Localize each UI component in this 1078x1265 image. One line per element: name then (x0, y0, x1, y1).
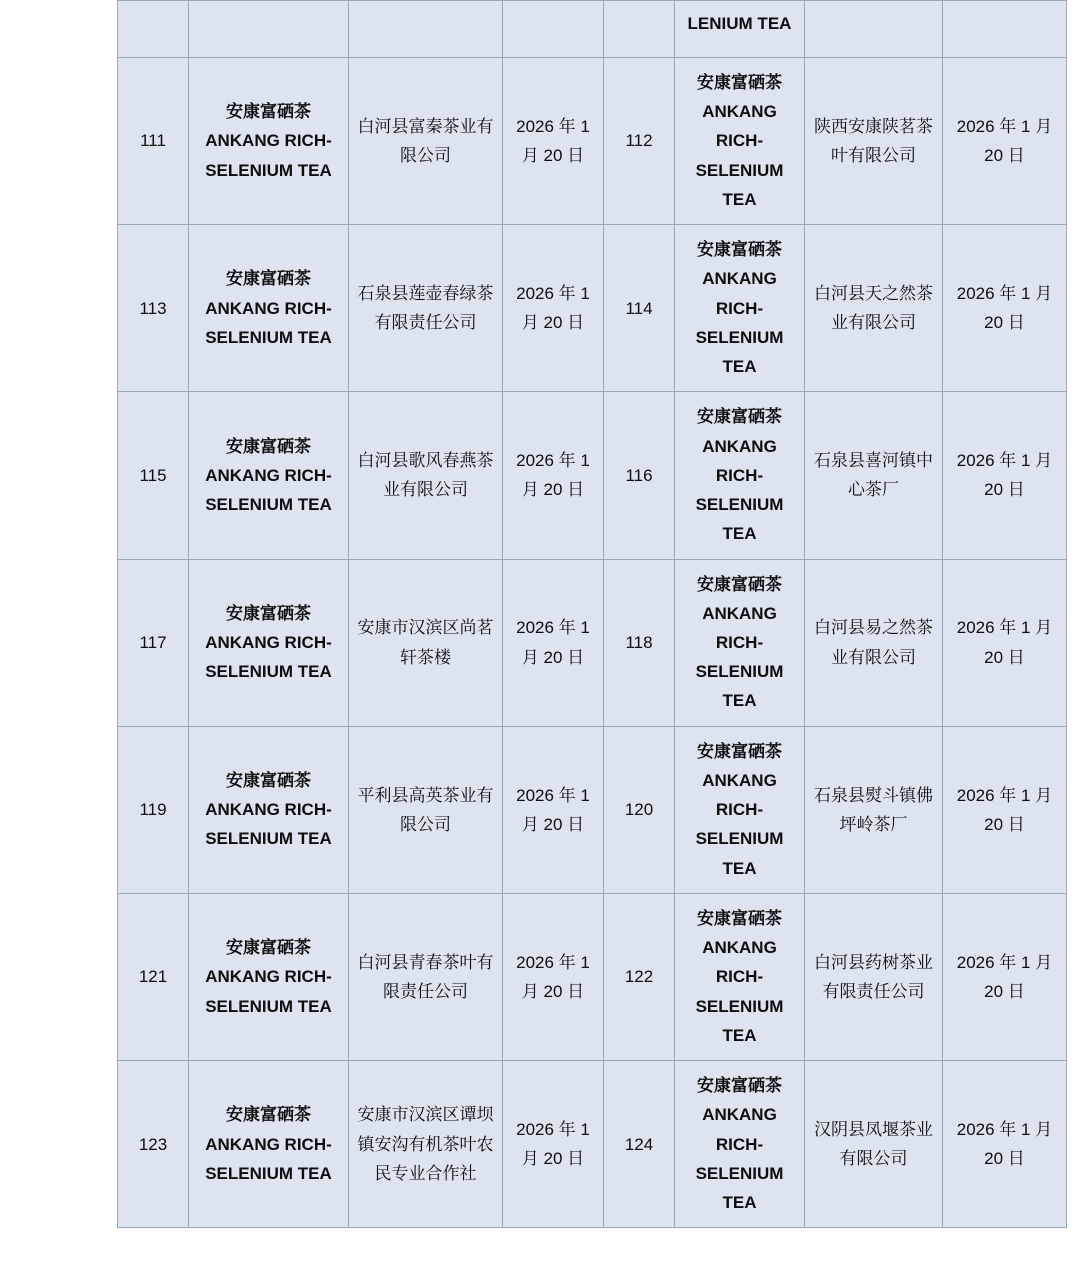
cell-company-right: 汉阴县凤堰茶业有限公司 (805, 1061, 943, 1228)
cell-mark-left: 安康富硒茶 ANKANG RICH-SELENIUM TEA (189, 559, 349, 726)
cell-date-left: 2026 年 1 月 20 日 (503, 392, 604, 559)
cell-mark-left: 安康富硒茶 ANKANG RICH-SELENIUM TEA (189, 726, 349, 893)
cell-number-left: 117 (118, 559, 189, 726)
cell-mark-right: 安康富硒茶 ANKANG RICH-SELENIUM TEA (675, 559, 805, 726)
cell-date-right: 2026 年 1 月 20 日 (943, 726, 1067, 893)
cell-mark-left: 安康富硒茶 ANKANG RICH-SELENIUM TEA (189, 225, 349, 392)
cell-date-left: 2026 年 1 月 20 日 (503, 559, 604, 726)
cell-number-right: 124 (604, 1061, 675, 1228)
cell-number-left: 119 (118, 726, 189, 893)
cell-date-left: 2026 年 1 月 20 日 (503, 1061, 604, 1228)
cell-date-left: 2026 年 1 月 20 日 (503, 726, 604, 893)
cell-mark-right: 安康富硒茶 ANKANG RICH-SELENIUM TEA (675, 726, 805, 893)
cell-company-right: 白河县易之然茶业有限公司 (805, 559, 943, 726)
cell-company-left (349, 1, 503, 58)
cell-mark-right: 安康富硒茶 ANKANG RICH-SELENIUM TEA (675, 1061, 805, 1228)
table-row (118, 58, 1067, 225)
table-row (118, 225, 1067, 392)
cell-company-left: 平利县高英茶业有限公司 (349, 726, 503, 893)
cell-date-left: 2026 年 1 月 20 日 (503, 58, 604, 225)
table-row-partial (118, 1, 1067, 58)
trademark-registration-table (117, 0, 1067, 1228)
cell-date-right (943, 1, 1067, 58)
cell-mark-left (189, 1, 349, 58)
table-row (118, 559, 1067, 726)
cell-date-left: 2026 年 1 月 20 日 (503, 225, 604, 392)
cell-number-right: 122 (604, 893, 675, 1060)
cell-date-right: 2026 年 1 月 20 日 (943, 893, 1067, 1060)
cell-company-right: 陕西安康陕茗茶叶有限公司 (805, 58, 943, 225)
cell-number-left: 123 (118, 1061, 189, 1228)
cell-number-right: 116 (604, 392, 675, 559)
cell-mark-left: 安康富硒茶 ANKANG RICH-SELENIUM TEA (189, 1061, 349, 1228)
cell-company-left: 白河县富秦茶业有限公司 (349, 58, 503, 225)
cell-number-right: 118 (604, 559, 675, 726)
cell-company-right: 白河县天之然茶业有限公司 (805, 225, 943, 392)
cell-number-right: 114 (604, 225, 675, 392)
cell-mark-right: 安康富硒茶 ANKANG RICH-SELENIUM TEA (675, 392, 805, 559)
cell-mark-right: 安康富硒茶 ANKANG RICH-SELENIUM TEA (675, 225, 805, 392)
cell-company-right: 石泉县喜河镇中心茶厂 (805, 392, 943, 559)
table-body (118, 1, 1067, 1228)
trademark-registration-table-wrapper (117, 0, 1053, 1228)
cell-date-right: 2026 年 1 月 20 日 (943, 1061, 1067, 1228)
cell-date-right: 2026 年 1 月 20 日 (943, 58, 1067, 225)
cell-date-right: 2026 年 1 月 20 日 (943, 225, 1067, 392)
table-row (118, 1061, 1067, 1228)
cell-company-left: 石泉县莲壶春绿茶有限责任公司 (349, 225, 503, 392)
cell-date-right: 2026 年 1 月 20 日 (943, 559, 1067, 726)
cell-mark-right: 安康富硒茶 ANKANG RICH-SELENIUM TEA (675, 58, 805, 225)
cell-company-right: 白河县药树茶业有限责任公司 (805, 893, 943, 1060)
cell-date-right: 2026 年 1 月 20 日 (943, 392, 1067, 559)
cell-company-right: 石泉县熨斗镇佛坪岭茶厂 (805, 726, 943, 893)
cell-number-right: 112 (604, 58, 675, 225)
cell-number-left: 121 (118, 893, 189, 1060)
cell-company-right (805, 1, 943, 58)
cell-mark-left: 安康富硒茶 ANKANG RICH-SELENIUM TEA (189, 893, 349, 1060)
cell-number-right: 120 (604, 726, 675, 893)
cell-number-left (118, 1, 189, 58)
cell-number-right (604, 1, 675, 58)
cell-mark-left: 安康富硒茶 ANKANG RICH-SELENIUM TEA (189, 58, 349, 225)
cell-date-left (503, 1, 604, 58)
cell-number-left: 111 (118, 58, 189, 225)
table-row (118, 392, 1067, 559)
cell-number-left: 113 (118, 225, 189, 392)
cell-company-left: 白河县歌风春燕茶业有限公司 (349, 392, 503, 559)
cell-mark-right: LENIUM TEA (675, 1, 805, 58)
cell-mark-left: 安康富硒茶 ANKANG RICH-SELENIUM TEA (189, 392, 349, 559)
cell-company-left: 安康市汉滨区谭坝镇安沟有机茶叶农民专业合作社 (349, 1061, 503, 1228)
table-row (118, 726, 1067, 893)
cell-company-left: 安康市汉滨区尚茗轩茶楼 (349, 559, 503, 726)
cell-mark-right: 安康富硒茶 ANKANG RICH-SELENIUM TEA (675, 893, 805, 1060)
cell-date-left: 2026 年 1 月 20 日 (503, 893, 604, 1060)
table-row (118, 893, 1067, 1060)
cell-number-left: 115 (118, 392, 189, 559)
cell-company-left: 白河县青春茶叶有限责任公司 (349, 893, 503, 1060)
